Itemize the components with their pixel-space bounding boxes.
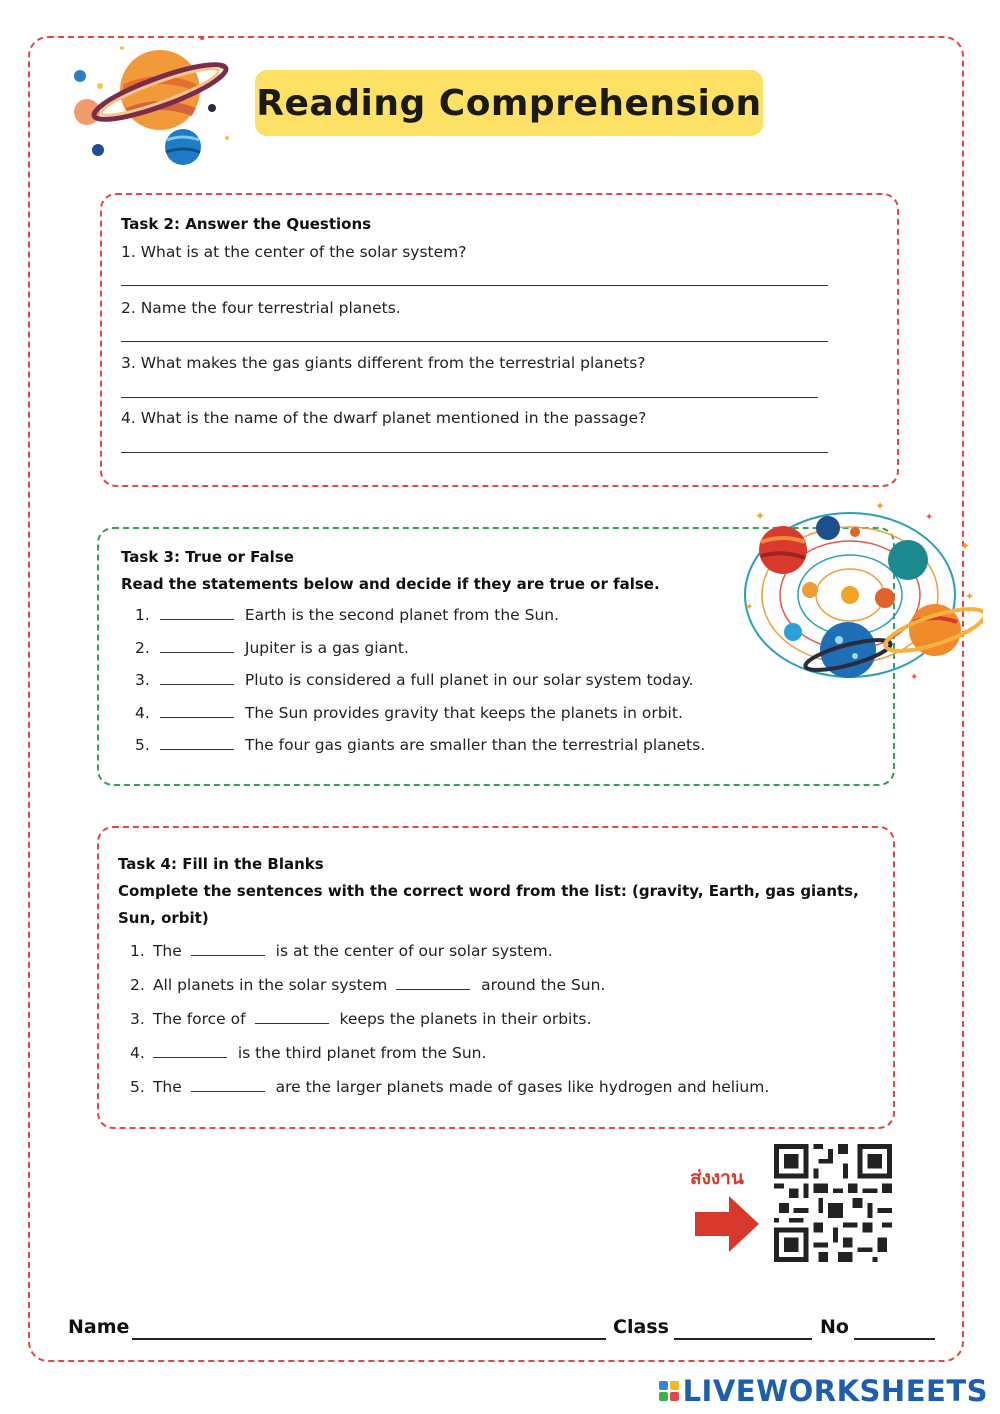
- svg-text:✦: ✦: [925, 512, 934, 523]
- task2-box: [100, 193, 899, 487]
- fill-blank-item: 3. The force of keeps the planets in their orbits.: [130, 1010, 592, 1028]
- task4-instruction: Complete the sentences with the correct word from the list: (gravity, Earth, gas giants, Sun, orbit): [118, 882, 859, 927]
- fill-answer-blank[interactable]: [153, 1045, 227, 1058]
- fill-answer-blank[interactable]: [396, 977, 470, 990]
- tf-answer-blank[interactable]: [160, 672, 234, 685]
- liveworksheets-logo: [659, 1374, 988, 1408]
- tf-item: 4. The Sun provides gravity that keeps the planets in orbit.: [135, 704, 683, 722]
- svg-text:✦: ✦: [965, 590, 975, 603]
- tf-answer-blank[interactable]: [160, 705, 234, 718]
- tf-answer-blank[interactable]: [160, 640, 234, 653]
- task2-answer-line-4[interactable]: [121, 452, 828, 453]
- svg-text:✦: ✦: [745, 602, 754, 613]
- qr-code-icon[interactable]: [773, 1144, 893, 1262]
- task2-answer-line-2[interactable]: [121, 341, 828, 342]
- student-info-row: [68, 1316, 938, 1346]
- arrow-right-icon: [695, 1196, 761, 1252]
- tf-item: 1. Earth is the second planet from the Sun.: [135, 606, 560, 624]
- solar-system-illustration: [735, 490, 983, 690]
- tf-answer-blank[interactable]: [160, 737, 234, 750]
- fill-answer-blank[interactable]: [255, 1011, 329, 1024]
- page-title: Reading Comprehension: [256, 82, 762, 124]
- svg-text:✦: ✦: [875, 499, 886, 513]
- tf-item: 5. The four gas giants are smaller than the terrestrial planets.: [135, 736, 706, 754]
- title-banner: [255, 70, 763, 136]
- task3-title: Task 3: True or False: [121, 548, 294, 566]
- liveworksheets-logo-text: LIVEWORKSHEETS: [682, 1374, 988, 1408]
- tf-item: 3. Pluto is considered a full planet in our solar system today.: [135, 671, 694, 689]
- fill-answer-blank[interactable]: [191, 943, 265, 956]
- fill-blank-item: 2. All planets in the solar system around the Sun.: [130, 976, 606, 994]
- name-label: Name: [68, 1316, 130, 1338]
- no-label: No: [820, 1316, 849, 1338]
- submit-label: ส่งงาน: [690, 1167, 744, 1189]
- task2-question-1: 1. What is at the center of the solar system?: [121, 243, 467, 261]
- fill-blank-item: 5. The are the larger planets made of gases like hydrogen and helium.: [130, 1078, 770, 1096]
- task2-answer-line-1[interactable]: [121, 285, 828, 286]
- planets-illustration-top: [62, 28, 242, 168]
- svg-text:✦: ✦: [910, 672, 919, 683]
- tf-answer-blank[interactable]: [160, 607, 234, 620]
- fill-answer-blank[interactable]: [191, 1079, 265, 1092]
- tf-item: 2. Jupiter is a gas giant.: [135, 639, 409, 657]
- class-label: Class: [613, 1316, 669, 1338]
- no-field[interactable]: [854, 1338, 935, 1340]
- fill-blank-item: 4. is the third planet from the Sun.: [130, 1044, 487, 1062]
- task2-answer-line-3[interactable]: [121, 397, 818, 398]
- name-field[interactable]: [132, 1338, 606, 1340]
- liveworksheets-logo-icon: [659, 1381, 679, 1401]
- task2-question-3: 3. What makes the gas giants different from the terrestrial planets?: [121, 354, 646, 372]
- task2-title: Task 2: Answer the Questions: [121, 215, 372, 233]
- task4-title: Task 4: Fill in the Blanks: [118, 855, 324, 873]
- svg-text:✦: ✦: [755, 509, 766, 523]
- task2-question-2: 2. Name the four terrestrial planets.: [121, 299, 401, 317]
- task2-question-4: 4. What is the name of the dwarf planet mentioned in the passage?: [121, 409, 647, 427]
- class-field[interactable]: [674, 1338, 812, 1340]
- svg-text:✦: ✦: [960, 539, 971, 553]
- fill-blank-item: 1. The is at the center of our solar system.: [130, 942, 553, 960]
- task3-instruction: Read the statements below and decide if they are true or false.: [121, 575, 660, 593]
